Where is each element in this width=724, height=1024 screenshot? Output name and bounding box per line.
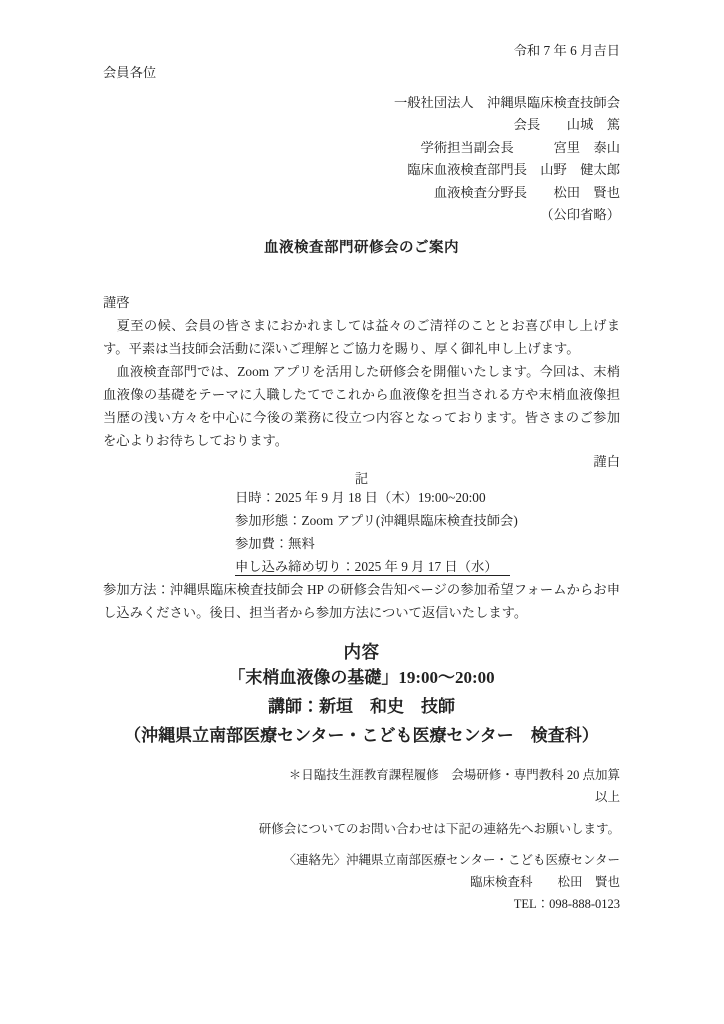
contact-organization: 〈連絡先〉沖縄県立南部医療センター・こども医療センター [283,853,620,868]
sender-organization: 一般社団法人 沖縄県臨床検査技師会 [393,95,620,110]
sender-officer-vice-president: 学術担当副会長 宮里 泰山 [420,139,620,155]
record-heading: 記 [354,471,369,487]
detail-datetime: 日時：2025 年 9 月 18 日（木）19:00~20:00 [235,490,486,506]
detail-format: 参加形態：Zoom アプリ(沖縄県臨床検査技師会) [235,513,518,529]
document-title: 血液検査部門研修会のご案内 [264,240,459,257]
application-method: 参加方法：沖縄県臨床検査技師会 HP の研修会告知ページの参加希望フォームからお申し込みください。後日、担当者から参加方法について返信いたします。 [103,582,620,621]
detail-fee: 参加費：無料 [235,535,315,551]
body-paragraph-1: 夏至の候、会員の皆さまにおかれましては益々のご清祥のこととお喜び申し上げます。平素は当技師会活動に深いご理解とご協力を賜り、厚く御礼申し上げます。 [103,318,620,357]
sender-officer-president: 会長 山城 篤 [513,117,620,133]
recipient: 会員各位 [103,65,157,80]
seal-omitted-note: （公印省略） [540,207,620,223]
content-affiliation: （沖縄県立南部医療センター・こども医療センター 検査科） [124,725,599,745]
closing-mark: 以上 [594,790,620,805]
body-paragraph-2: 血液検査部門では、Zoom アプリを活用した研修会を開催いたします。今回は、末梢血液像の基礎をテーマに入職したてでこれから血液像を担当される方や末梢血液像担当歴の浅い方々を中心に今後の業務に役立つ内容となっております。皆さまのご参加を心よりお待ちしております。 [103,364,620,449]
detail-deadline [235,556,620,579]
contact-phone: TEL：098-888-0123 [513,897,620,912]
greeting-open: 謹啓 [103,295,130,311]
sender-officers [103,114,620,204]
content-heading: 内容 [343,642,380,663]
contact-block [103,849,620,915]
detail-deadline-text: 申し込み締め切り：2025 年 9 月 17 日（水） [235,559,510,576]
issue-date: 令和 7 年 6 月吉日 [513,43,620,58]
credit-note: ＊日臨技生涯教育課程履修 会場研修・専門教科 20 点加算 [288,768,620,783]
sender-officer-section-chief: 血液検査分野長 松田 賢也 [433,184,620,200]
greeting-close: 謹白 [593,454,620,470]
event-details [235,487,620,578]
content-lecturer: 講師：新垣 和史 技師 [268,696,455,716]
contact-person: 臨床検査科 松田 賢也 [469,875,620,890]
inquiry-note: 研修会についてのお問い合わせは下記の連絡先へお願いします。 [258,822,620,837]
content-session-title: 「末梢血液像の基礎」19:00～20:00 [228,668,495,688]
sender-officer-department-chief: 臨床血液検査部門長 山野 健太郎 [407,162,620,178]
